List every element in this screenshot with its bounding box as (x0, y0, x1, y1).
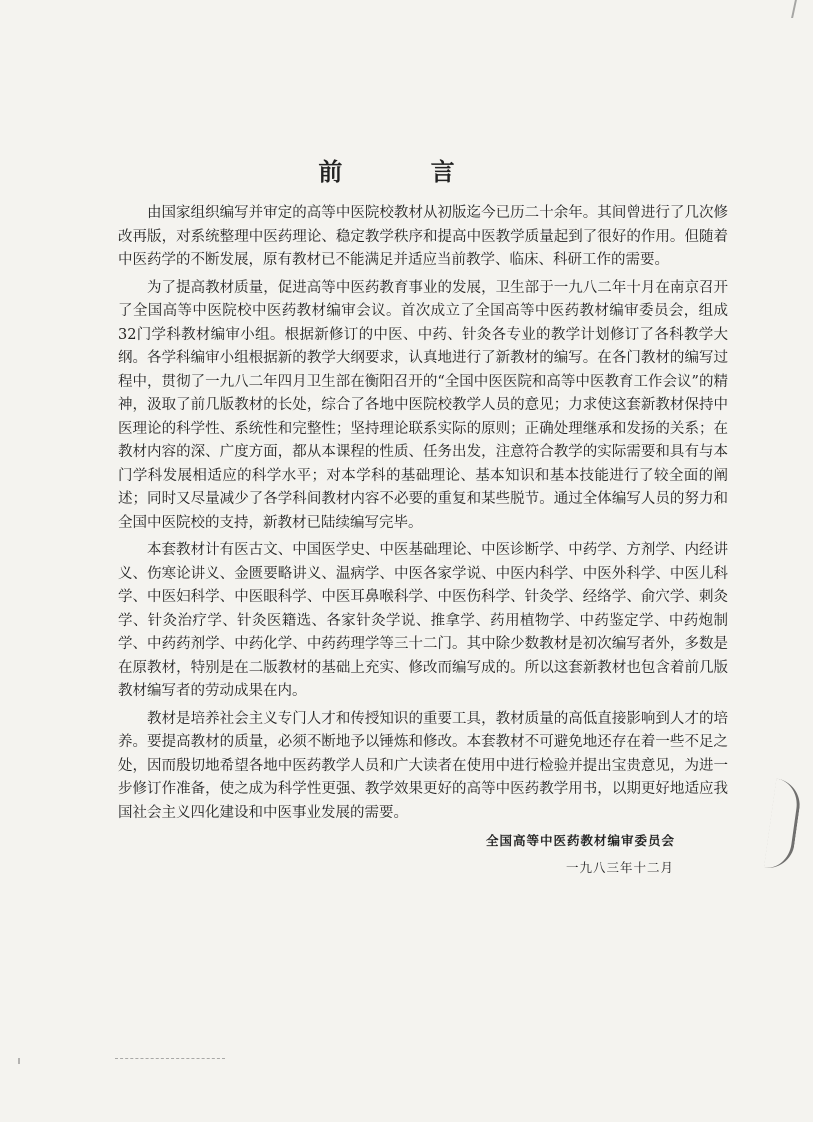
paragraph-4: 教材是培养社会主义专门人才和传授知识的重要工具，教材质量的高低直接影响到人才的培养。要提高教材的质量，必须不断地予以锤炼和修改。本套教材不可避免地还存在着一些不足之处，因而殷切地希望各地中医药教学人员和广大读者在使用中进行检验并提出宝贵意见，为进一步修订作准备，使之成为科学性更强、教学效果更好的高等中医药教学用书，以期更好地适应我国社会主义四化建设和中医事业发展的需要。 (118, 710, 728, 821)
paragraph-1: 由国家组织编写并审定的高等中医院校教材从初版迄今已历二十余年。其间曾进行了几次修改再版，对系统整理中医药理论、稳定教学秩序和提高中医教学质量起到了很好的作用。但随着中医药学的不断发展，原有教材已不能满足并适应当前教学、临床、科研工作的需要。 (118, 205, 728, 268)
signature-date: 一九八三年十二月 (566, 860, 675, 875)
scan-mark-line (115, 1058, 225, 1059)
preface-body (118, 202, 728, 829)
scan-mark-dot (18, 1058, 20, 1064)
scan-mark-curve (764, 779, 803, 872)
scan-mark-top (779, 0, 797, 18)
signature-committee: 全国高等中医药教材编审委员会 (486, 833, 676, 848)
paragraph-3: 本套教材计有医古文、中国医学史、中医基础理论、中医诊断学、中药学、方剂学、内经讲义、伤寒论讲义、金匮要略讲义、温病学、中医各家学说、中医内科学、中医外科学、中医儿科学、中医妇科学、中医眼科学、中医耳鼻喉科学、中医伤科学、针灸学、经络学、俞穴学、刺灸学、针灸治疗学、针灸医籍选、各家针灸学说、推拿学、药用植物学、中药鉴定学、中药炮制学、中药药剂学、中药化学、中药药理学等三十二门。其中除少数教材是初次编写者外，多数是在原教材，特别是在二版教材的基础上充实、修改而编写成的。所以这套新教材也包含着前几版教材编写者的劳动成果在内。 (118, 542, 728, 699)
paragraph-2: 为了提高教材质量，促进高等中医药教育事业的发展，卫生部于一九八二年十月在南京召开了全国高等中医院校中医药教材编审会议。首次成立了全国高等中医药教材编审委员会，组成32门学科教材编审小组。根据新修订的中医、中药、针灸各专业的教学计划修订了各科教学大纲。各学科编审小组根据新的教学大纲要求，认真地进行了新教材的编写。在各门教材的编写过程中，贯彻了一九八二年四月卫生部在衡阳召开的“全国中医医院和高等中医教育工作会议”的精神，汲取了前几版教材的长处，综合了各地中医院校教学人员的意见；力求使这套新教材保持中医理论的科学性、系统性和完整性；坚持理论联系实际的原则；正确处理继承和发扬的关系；在教材内容的深、广度方面，都从本课程的性质、任务出发，注意符合教学的实际需要和具有与本门学科发展相适应的科学水平；对本学科的基础理论、基本知识和基本技能进行了较全面的阐述；同时又尽量减少了各学科间教材内容不必要的重复和某些脱节。通过全体编写人员的努力和全国中医院校的支持，新教材已陆续编写完毕。 (118, 279, 728, 531)
page-title: 前 言 (318, 157, 495, 186)
